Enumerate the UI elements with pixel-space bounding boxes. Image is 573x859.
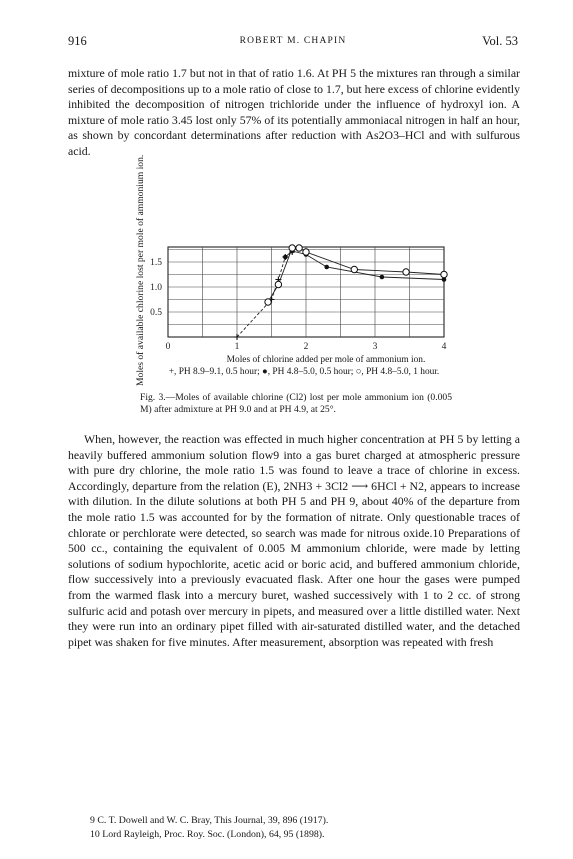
data-point-open-circle	[289, 245, 295, 251]
series-line	[268, 248, 444, 302]
running-header	[68, 34, 518, 52]
data-point-filled-circle	[324, 265, 329, 270]
figure-caption: Fig. 3.—Moles of available chlorine (Cl2) lost per mole ammonium ion (0.005 M) after admixture at PH 9.0 and at PH 4.9, at 25°.	[140, 392, 452, 415]
data-point-open-circle	[403, 269, 409, 275]
data-point-filled-circle	[283, 255, 288, 260]
y-tick-label: 0.5	[150, 308, 162, 318]
y-tick-label: 1.5	[150, 258, 162, 268]
footnote-10: 10 Lord Rayleigh, Proc. Roy. Soc. (London), 64, 95 (1898).	[90, 829, 325, 840]
data-point-open-circle	[275, 281, 281, 287]
data-point-filled-circle	[380, 275, 385, 280]
page-number: 916	[68, 34, 87, 48]
paragraph-2: When, however, the reaction was effected in much higher concentration at PH 5 by letting a heavily buffered ammonium solution flow9 into a gas buret charged at atmospheric pressure with pure dry chlorine, the mole ratio 1.5 was found to leave a trace of chlorine in excess. Accordingly, departure from the relation (E), 2NH3 + 3Cl2 ⟶ 6HCl + N2, appears to increase with dilution. In the dilute solutions at both PH 5 and PH 9, about 40% of the departure from the mole ratio 1.5 was accounted for by the formation of nitrate. Only questionable traces of chlorate or perchlorate were detected, so search was made for nitrous oxide.10 Preparations of 500 cc., containing the equivalent of 0.005 M ammonium chloride, were made by letting solutions of sodium hypochlorite, acetic acid or boric acid, and buffered ammonium chloride, flow successively into a previously evacuated flask. After one hour the gases were pumped from the warmed flask into a mercury buret, washed successively with 1 to 2 cc. of strong sulfuric acid and potash over mercury in pipets, and measured over a little distilled water. Next they were run into an ordinary pipet filled with air-saturated distilled water, and the detached pipet was shaken for five minutes. After measurement, absorption was repeated with fresh	[68, 432, 520, 649]
data-point-open-circle	[303, 249, 309, 255]
figure-3	[132, 154, 452, 425]
data-point-open-circle	[441, 271, 447, 277]
x-tick-label: 0	[165, 342, 171, 352]
footnote-9: 9 C. T. Dowell and W. C. Bray, This Journal, 39, 896 (1917).	[90, 815, 329, 826]
x-tick-label: 3	[372, 342, 378, 352]
data-point-open-circle	[351, 266, 357, 272]
y-tick-label: 1.0	[150, 283, 162, 293]
chart-legend: +, PH 8.9–9.1, 0.5 hour; ●, PH 4.8–5.0, 0.5 hour; ○, PH 4.8–5.0, 1 hour.	[168, 367, 440, 377]
paragraph-1: mixture of mole ratio 1.7 but not in that of ratio 1.6. At PH 5 the mixtures ran through a similar series of decompositions up to a mole ratio of close to 1.7, but here excess of chlorine evidently inhibited the decomposition of nitrogen trichloride under the influence of hydroxyl ion. A mixture of mole ratio 3.45 lost only 57% of its potentially ammoniacal nitrogen in half an hour, as shown by concordant determinations after reduction with As2O3–HCl and with sulfurous acid.	[68, 66, 520, 158]
x-tick-label: 2	[303, 342, 309, 352]
data-point-open-circle	[296, 245, 302, 251]
data-point-open-circle	[265, 299, 271, 305]
series-line	[285, 251, 444, 280]
x-tick-label: 1	[234, 342, 240, 352]
x-axis-label: Moles of chlorine added per mole of ammonium ion.	[226, 355, 426, 365]
x-tick-label: 4	[441, 342, 447, 352]
volume-label: Vol. 53	[482, 34, 518, 48]
running-author: ROBERT M. CHAPIN	[239, 36, 347, 46]
y-axis-label: Moles of available chlorine lost per mole of ammonium ion.	[135, 154, 146, 386]
